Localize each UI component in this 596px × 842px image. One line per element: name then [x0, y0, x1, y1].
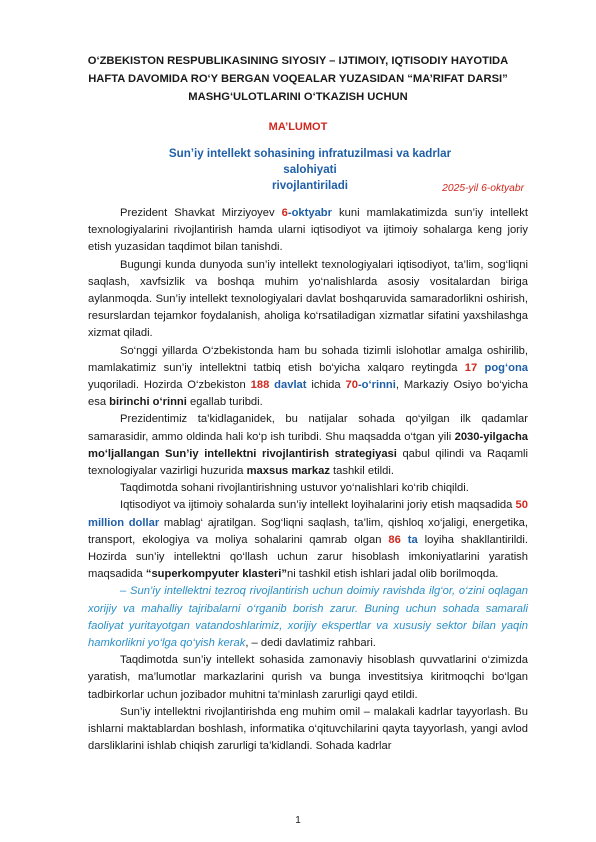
p3-text-b: yuqoriladi. Hozirda O‘zbekiston — [88, 379, 251, 392]
paragraph-7 — [88, 583, 528, 652]
paragraph-3 — [88, 343, 528, 412]
document-body — [88, 205, 528, 756]
paragraph-9: Sun’iy intellektni rivojlantirishda eng muhim omil – malakali kadrlar tayyorlash. Bu ishlarni maktablardan boshlash, informatika o‘qituvchilarini qayta tayyorlash, yangi avlod darsliklarini ishlab chiqish zarurligi ta’kidlandi. Sohada kadrlar — [88, 705, 528, 753]
p1-text-b: kuni mamlakatimizda sun’iy intellekt texnologiyalarini rivojlantirish hamda ularni iqtisodiyot va ijtimoiy sohalarga keng joriy etish yuzasidan taqdimot bilan tanishdi. — [88, 207, 528, 254]
p4-center: maxsus markaz — [246, 465, 330, 478]
document-label: MA’LUMOT — [268, 121, 328, 133]
p7-quote: Sun’iy intellektni tezroq rivojlantirish uchun doimiy ravishda ilg‘or, o‘zini oqlagan xorijiy va mahalliy tajribalarni o‘rganib borish zarur. Buning uchun sohada samarali faoliyat yuritayotgan vatandoshlarimiz, xorijiy ekspertlar va xususiy sektor bilan yaqin hamkorlikni yo‘lga qo‘yish kerak — [88, 585, 528, 650]
page-number: 1 — [295, 815, 301, 826]
p3-text-a: So‘nggi yillarda O‘zbekistonda ham bu sohada tizimli islohotlar amalga oshirilib, mamlakatimiz sun’iy intellektni tatbiq etish bo‘yicha xalqaro reytingda — [88, 344, 528, 374]
p6-unit-1: million dollar — [88, 516, 160, 529]
subtitle-line-2: rivojlantiriladi — [271, 179, 349, 192]
p7-tail: , – dedi davlatimiz rahbari. — [245, 637, 376, 650]
document-date: 2025-yil 6-oktyabr — [442, 183, 524, 194]
p3-text-d: , Markaziy Osiyo bo‘yicha esa — [88, 379, 528, 409]
paragraph-1 — [88, 205, 528, 257]
document-subtitle — [150, 146, 470, 194]
p3-num-1: 17 — [464, 361, 478, 374]
p3-unit-1: pog‘ona — [477, 361, 528, 374]
paragraph-6 — [88, 497, 528, 583]
p6-cluster: “superkompyuter klasteri” — [145, 568, 287, 581]
p1-day: 6 — [281, 207, 288, 219]
header-line-2: HAFTA DAVOMIDA RO‘Y BERGAN VOQEALAR YUZASIDAN “MA’RIFAT DARSI” — [88, 73, 508, 85]
p3-text-f: egallab turibdi. — [186, 396, 263, 409]
p3-bold: birinchi o‘rinni — [109, 396, 187, 409]
p3-unit-3: -o‘rinni — [357, 379, 396, 392]
p1-month: -oktyabr — [287, 207, 332, 219]
p6-num-1: 50 — [515, 499, 528, 512]
subtitle-line-1: Sun’iy intellekt sohasining infratuzilmasi va kadrlar salohiyati — [168, 147, 452, 176]
p4-text-a: Prezidentimiz ta’kidlaganidek, bu natijalar sohada qo‘yilgan ilk qadamlar samarasidir, ammo oldinda hali ko‘p ish turibdi. Shu maqsadda o‘tgan yili — [88, 413, 528, 443]
p3-num-2: 188 — [250, 379, 270, 392]
p6-text-c: loyiha shakllantirildi. Hozirda sun’iy intellektni qo‘llash uchun zarur hisoblash imkoniyatlarini yaratish maqsadida — [88, 533, 528, 581]
header-line-3: MASHG‘ULOTLARINI O‘TKAZISH UCHUN — [188, 91, 408, 103]
paragraph-2: Bugungi kunda dunyoda sun’iy intellekt texnologiyalari iqtisodiyot, ta’lim, sog‘liqni saqlash, xavfsizlik va boshqa muhim yo‘nalishlarda asosiy vositalardan biriga aylanmoqda. Sun’iy intellekt texnologiyalari davlat boshqaruvida samaradorlikni oshirish, resurslardan tejamkor foydalanish, aholiga ko‘rsatiladigan xizmatlar sifatini yaxshilashga xizmat qiladi. — [88, 258, 528, 340]
p4-text-c: qabul qilindi va Raqamli texnologiyalar vazirligi huzurida — [88, 447, 528, 478]
p6-text-a: Iqtisodiyot va ijtimoiy sohalarda sun’iy intellekt loyihalarini joriy etish maqsadida — [120, 499, 516, 512]
p6-text-e: ni tashkil etish ishlari jadal olib borilmoqda. — [286, 568, 499, 581]
p3-text-c: ichida — [306, 379, 346, 392]
p4-text-e: tashkil etildi. — [329, 465, 394, 478]
p3-num-3: 70 — [345, 379, 358, 392]
p6-num-2: 86 — [388, 533, 401, 546]
p4-strategy: 2030-yilgacha mo‘ljallangan Sun’iy intellektni rivojlantirish strategiyasi — [88, 430, 528, 460]
p1-text-a: Prezident Shavkat Mirziyoyev — [120, 207, 282, 219]
p7-dash: – — [120, 585, 131, 598]
header-line-1: O‘ZBEKISTON RESPUBLIKASINING SIYOSIY – IJTIMOIY, IQTISODIY HAYOTIDA — [87, 55, 509, 67]
p3-unit-2: davlat — [269, 379, 307, 392]
p6-text-b: mablag‘ ajratilgan. Sog‘liqni saqlash, ta’lim, qishloq xo‘jaligi, energetika, transport, ekologiya va moliya sohalarini qamrab olgan — [88, 516, 528, 546]
paragraph-8: Taqdimotda sun’iy intellekt sohasida zamonaviy hisoblash quvvatlarini o‘zimizda yaratish, ma’lumotlar markazlarini qurish va bunga investitsiya kiritmoqchi bo‘lgan tadbirkorlar uchun jozibador muhitni ta’minlash zarurligi qayd etildi. — [88, 654, 528, 701]
paragraph-5: Taqdimotda sohani rivojlantirishning ustuvor yo‘nalishlari ko‘rib chiqildi. — [120, 482, 469, 495]
p6-unit-2: ta — [400, 533, 418, 546]
paragraph-4 — [88, 411, 528, 480]
